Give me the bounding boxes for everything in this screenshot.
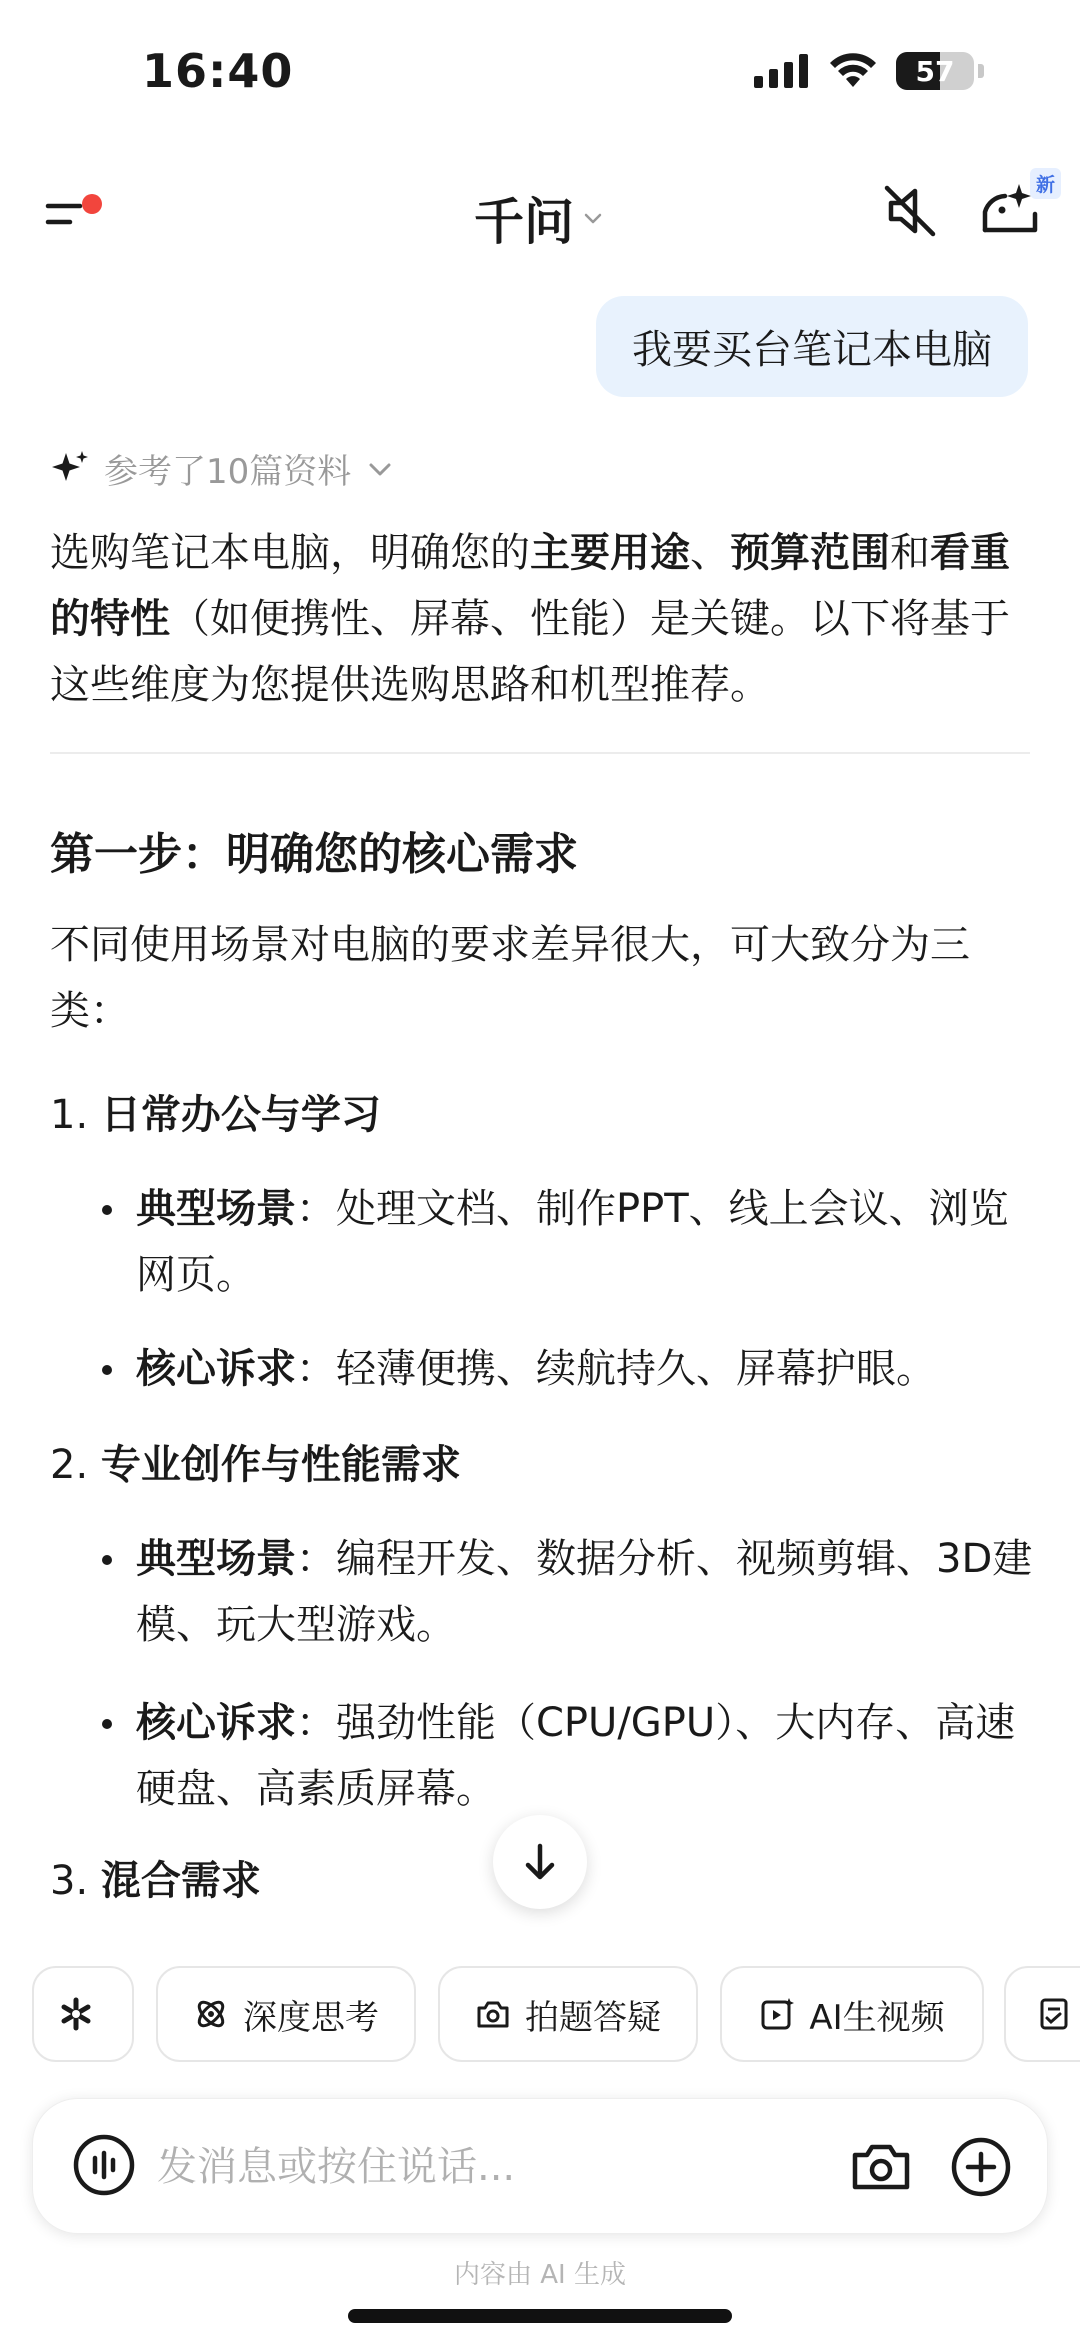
intro-bold: 预算范围 [730,530,890,576]
voice-button[interactable] [71,2132,137,2198]
chip-photo-question[interactable] [438,1966,698,2062]
video-icon [759,1996,795,2032]
list-number: 2. [50,1442,89,1488]
add-button[interactable] [949,2135,1013,2199]
battery-level: 57 [915,54,955,88]
list-title: 混合需求 [100,1858,261,1904]
bullet-text: 轻薄便携、续航持久、屏幕护眼。 [336,1346,936,1392]
sparkle-icon [50,449,90,489]
bullet-item [96,1176,1036,1308]
home-indicator[interactable] [348,2309,732,2323]
intro-text: （如便携性、屏幕、性能）是关键。以下将基于这些维度为您提供选购思路和机型推荐。 [50,596,1010,708]
status-icons [754,52,984,90]
list-number: 1. [50,1092,89,1138]
deep-think-icon [193,1996,229,2032]
bullet-label: 典型场景 [136,1186,296,1232]
bullet-label: 核心诉求 [136,1700,296,1746]
tool-chips-row [32,1966,1080,2062]
chevron-down-icon [580,205,606,231]
chip-deep-think[interactable] [156,1966,416,2062]
references-toggle[interactable] [50,444,395,493]
list-item-heading [50,1432,461,1498]
wifi-icon [828,53,878,89]
camera-button[interactable] [849,2135,913,2199]
bullet-label: 核心诉求 [136,1346,296,1392]
intro-text: 、 [690,530,730,576]
chevron-down-icon [365,454,395,484]
bullet-text: 处理文档、制作PPT、线上会议、浏览网页。 [136,1186,1009,1298]
list-number: 3. [50,1858,89,1904]
page-title: 千问 [474,193,574,251]
bullet-sep: ： [296,1186,336,1232]
chip-document[interactable] [1004,1966,1080,2062]
voice-wave-icon [71,2132,137,2198]
battery-icon [896,52,974,90]
bullet-item [96,1526,1036,1658]
list-item-heading [50,1082,381,1148]
bullet-sep: ： [296,1346,336,1392]
speaker-muted-icon [875,176,945,246]
bullet-sep: ： [296,1536,336,1582]
bullet-label: 典型场景 [136,1536,296,1582]
camera-icon [849,2135,913,2199]
bullet-text: 强劲性能（CPU/GPU）、大内存、高速硬盘、高素质屏幕。 [136,1700,1016,1812]
section-heading: 第一步：明确您的核心需求 [50,829,578,880]
app-header [0,160,1080,270]
battery-cap [978,64,984,78]
bullet-text: 编程开发、数据分析、视频剪辑、3D建模、玩大型游戏。 [136,1536,1033,1648]
list-title: 日常办公与学习 [100,1092,381,1138]
plus-circle-icon [949,2135,1013,2199]
camera-question-icon [475,1996,511,2032]
signal-icon [754,54,810,88]
bullet-sep: ： [296,1700,336,1746]
document-icon [1036,1996,1072,2032]
intro-bold: 看重的特性 [50,530,1010,642]
message-input[interactable] [157,2133,717,2201]
bullet-item [96,1690,1036,1822]
section-intro: 不同使用场景对电脑的要求差异很大，可大致分为三类： [50,922,970,1034]
arrow-down-icon [518,1840,562,1884]
status-bar [0,0,1080,140]
chip-label: 深度思考 [243,1997,379,2038]
divider [50,752,1030,754]
new-badge: 新 [1030,168,1061,199]
asterisk-icon [56,1994,96,2034]
answer-intro [50,520,1030,718]
chip-asterisk[interactable] [32,1966,134,2062]
chip-label: 拍题答疑 [525,1997,661,2038]
bullet-item [96,1336,1036,1402]
message-input-bar [32,2098,1048,2234]
user-message-bubble: 我要买台笔记本电脑 [596,296,1028,397]
intro-text: 和 [890,530,930,576]
list-title: 专业创作与性能需求 [100,1442,461,1488]
ai-disclaimer: 内容由 AI 生成 [454,2260,626,2290]
status-time: 16:40 [142,44,294,98]
intro-bold: 主要用途 [530,530,690,576]
list-item-heading [50,1848,261,1914]
scroll-to-bottom-button[interactable] [493,1815,587,1909]
chip-ai-video[interactable] [720,1966,984,2062]
intro-text: 选购笔记本电脑，明确您的 [50,530,530,576]
references-label: 参考了10篇资料 [104,452,352,492]
chip-label: AI生视频 [809,1997,945,2038]
mute-button[interactable] [875,176,945,246]
